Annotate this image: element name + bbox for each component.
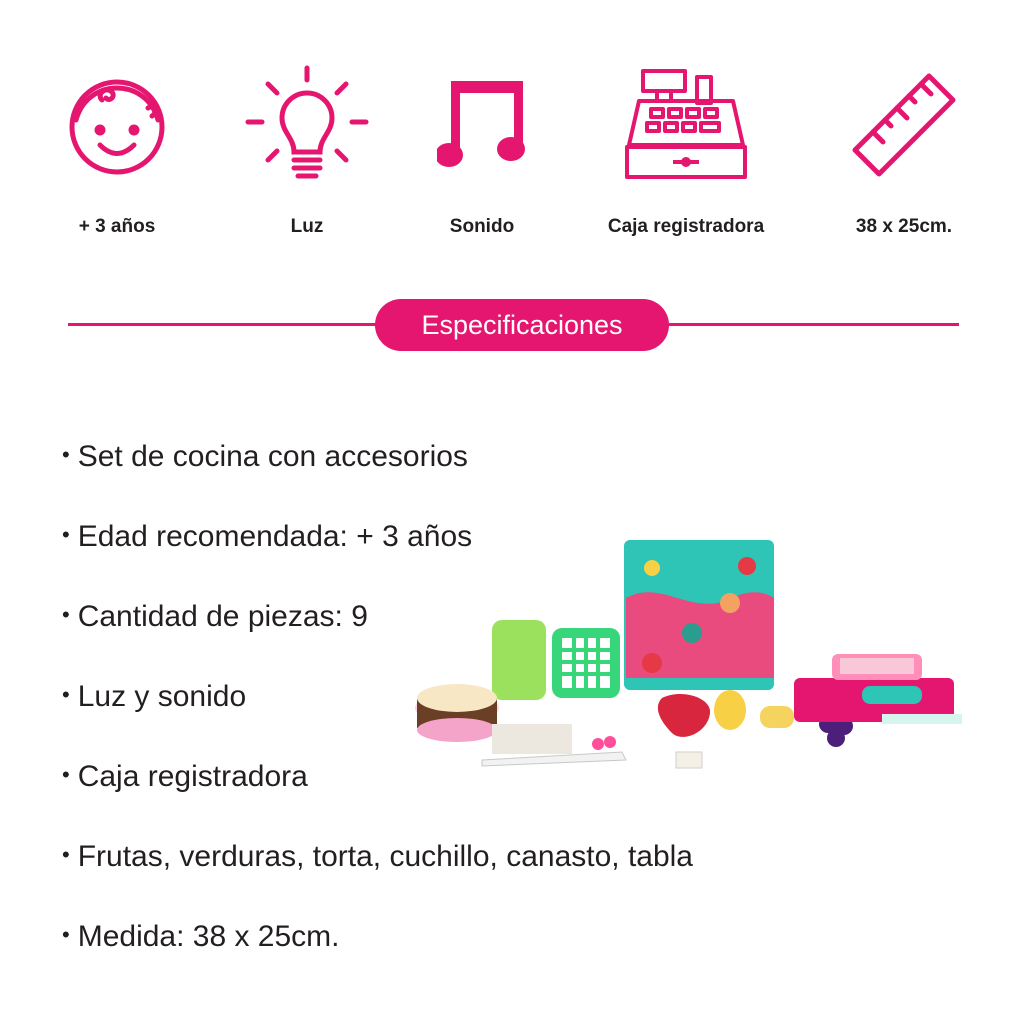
feature-light xyxy=(217,60,397,237)
divider-left xyxy=(68,323,378,326)
cake xyxy=(415,684,499,742)
divider-right xyxy=(666,323,959,326)
bead xyxy=(604,736,616,748)
section-title: Especificaciones xyxy=(375,299,669,351)
spec-text: Caja registradora xyxy=(77,760,308,793)
bullet-icon: • xyxy=(62,842,70,867)
spec-text: Edad recomendada: + 3 años xyxy=(77,520,473,553)
feature-register xyxy=(596,60,776,237)
bullet-icon: • xyxy=(62,922,70,947)
spec-text: Medida: 38 x 25cm. xyxy=(77,920,340,953)
feature-sound xyxy=(392,60,572,237)
feature-label-sound: Sonido xyxy=(449,216,515,237)
spec-item xyxy=(62,600,368,634)
bullet-icon: • xyxy=(62,762,70,787)
product-photo xyxy=(412,538,972,778)
spec-item xyxy=(62,840,693,874)
bullet-icon: • xyxy=(62,682,70,707)
play-mat xyxy=(624,540,774,690)
pineapple xyxy=(714,690,746,730)
cutting-board xyxy=(492,620,546,700)
spec-text: Set de cocina con accesorios xyxy=(77,440,468,473)
feature-label-size: 38 x 25cm. xyxy=(855,216,953,237)
recipe-card xyxy=(492,724,572,754)
knife xyxy=(482,752,626,766)
spec-text: Frutas, verduras, torta, cuchillo, canasto, tabla xyxy=(77,840,693,873)
strawberry xyxy=(658,694,710,737)
spec-text: Cantidad de piezas: 9 xyxy=(77,600,368,633)
bead xyxy=(592,738,604,750)
feature-label-age: + 3 años xyxy=(78,216,156,237)
feature-age xyxy=(27,60,207,237)
spec-item xyxy=(62,680,246,714)
feature-size xyxy=(814,60,994,237)
music-note-icon xyxy=(437,75,527,175)
sticker xyxy=(676,752,702,768)
toy-cash-register xyxy=(794,654,962,724)
basket xyxy=(552,628,620,698)
bullet-icon: • xyxy=(62,602,70,627)
cash-register-icon xyxy=(623,67,749,183)
corn xyxy=(760,706,794,728)
light-bulb-icon xyxy=(242,60,372,190)
spec-text: Luz y sonido xyxy=(77,680,247,713)
spec-item xyxy=(62,440,468,474)
feature-label-light: Luz xyxy=(290,216,324,237)
ruler-icon xyxy=(849,70,959,180)
feature-label-register: Caja registradora xyxy=(607,216,765,237)
spec-item xyxy=(62,520,472,554)
child-face-icon xyxy=(62,70,172,180)
spec-item xyxy=(62,760,308,794)
spec-item xyxy=(62,920,340,954)
bullet-icon: • xyxy=(62,522,70,547)
bullet-icon: • xyxy=(62,442,70,467)
